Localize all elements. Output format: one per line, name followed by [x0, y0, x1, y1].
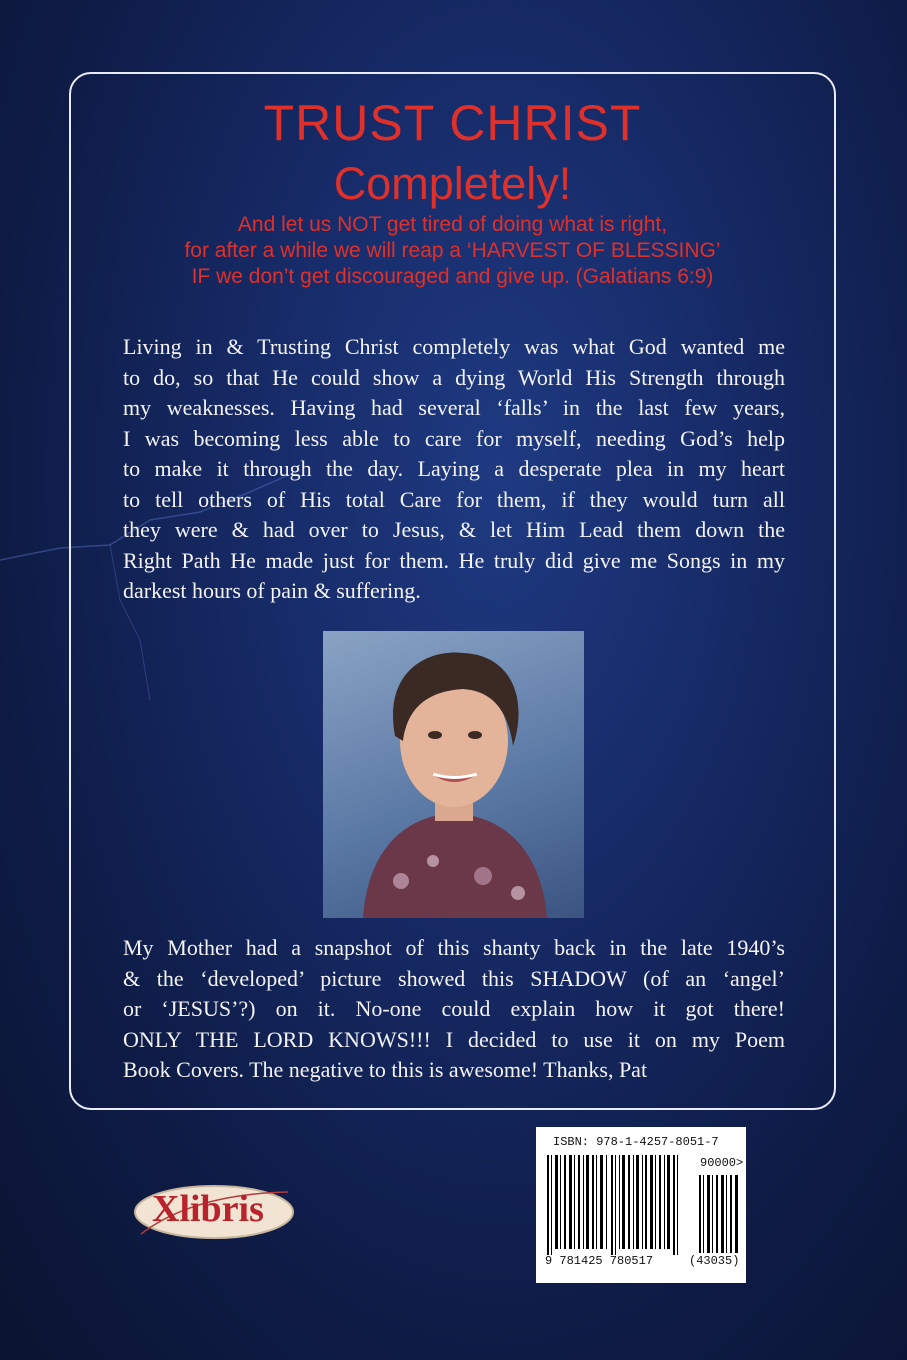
ean-digits: 9 781425 780517 [545, 1254, 654, 1268]
author-photo [323, 631, 584, 918]
paragraph-line: Book Covers. The negative to this is awesome! Thanks, Pat [123, 1057, 648, 1082]
shadow-story-paragraph [123, 933, 785, 1086]
ean-barcode [545, 1155, 695, 1255]
paragraph-line: or ‘JESUS’?) on it. No-one could explain how it got there! [123, 996, 785, 1021]
paragraph-line: I was becoming less able to care for myself, needing God’s help [123, 425, 785, 451]
paragraph-line: to tell others of His total Care for them, if they would turn all [123, 486, 785, 512]
paragraph-line: they were & had over to Jesus, & let Him Lead them down the [123, 517, 785, 542]
scripture-verse [69, 212, 836, 290]
paragraph-line: to make it through the day. Laying a desperate plea in my heart [123, 456, 785, 481]
ean-extra: (43035) [689, 1254, 740, 1268]
verse-line: And let us NOT get tired of doing what is right, [237, 213, 668, 236]
paragraph-line: Living in & Trusting Christ completely was what God wanted me [123, 334, 785, 359]
paragraph-line: my weaknesses. Having had several ‘falls’ in the last few years, [123, 395, 785, 420]
verse-line: IF we don’t get discouraged and give up. (Galatians 6:9) [191, 265, 714, 288]
paragraph-line: darkest hours of pain & suffering. [123, 578, 421, 603]
paragraph-line: & the ‘developed’ picture showed this SHADOW (of an ‘angel’ [123, 965, 785, 991]
title-trust-christ: TRUST CHRIST [263, 95, 642, 151]
verse-line: for after a while we will reap a ‘HARVEST OF BLESSING’ [184, 239, 721, 262]
paragraph-line: to do, so that He could show a dying World His Strength through [123, 364, 785, 390]
title-completely: Completely! [333, 158, 572, 209]
portrait-drawing [323, 631, 584, 918]
paragraph-line: Right Path He made just for them. He truly did give me Songs in my [123, 547, 785, 573]
paragraph-line: My Mother had a snapshot of this shanty back in the late 1940’s [123, 935, 785, 960]
price-barcode [698, 1175, 742, 1253]
publisher-name: Xlibris [152, 1188, 264, 1230]
paragraph-line: ONLY THE LORD KNOWS!!! I decided to use it on my Poem [123, 1026, 785, 1052]
isbn-number: ISBN: 978-1-4257-8051-7 [553, 1135, 719, 1149]
price-code: 90000> [700, 1156, 744, 1170]
testimony-paragraph [123, 332, 785, 607]
